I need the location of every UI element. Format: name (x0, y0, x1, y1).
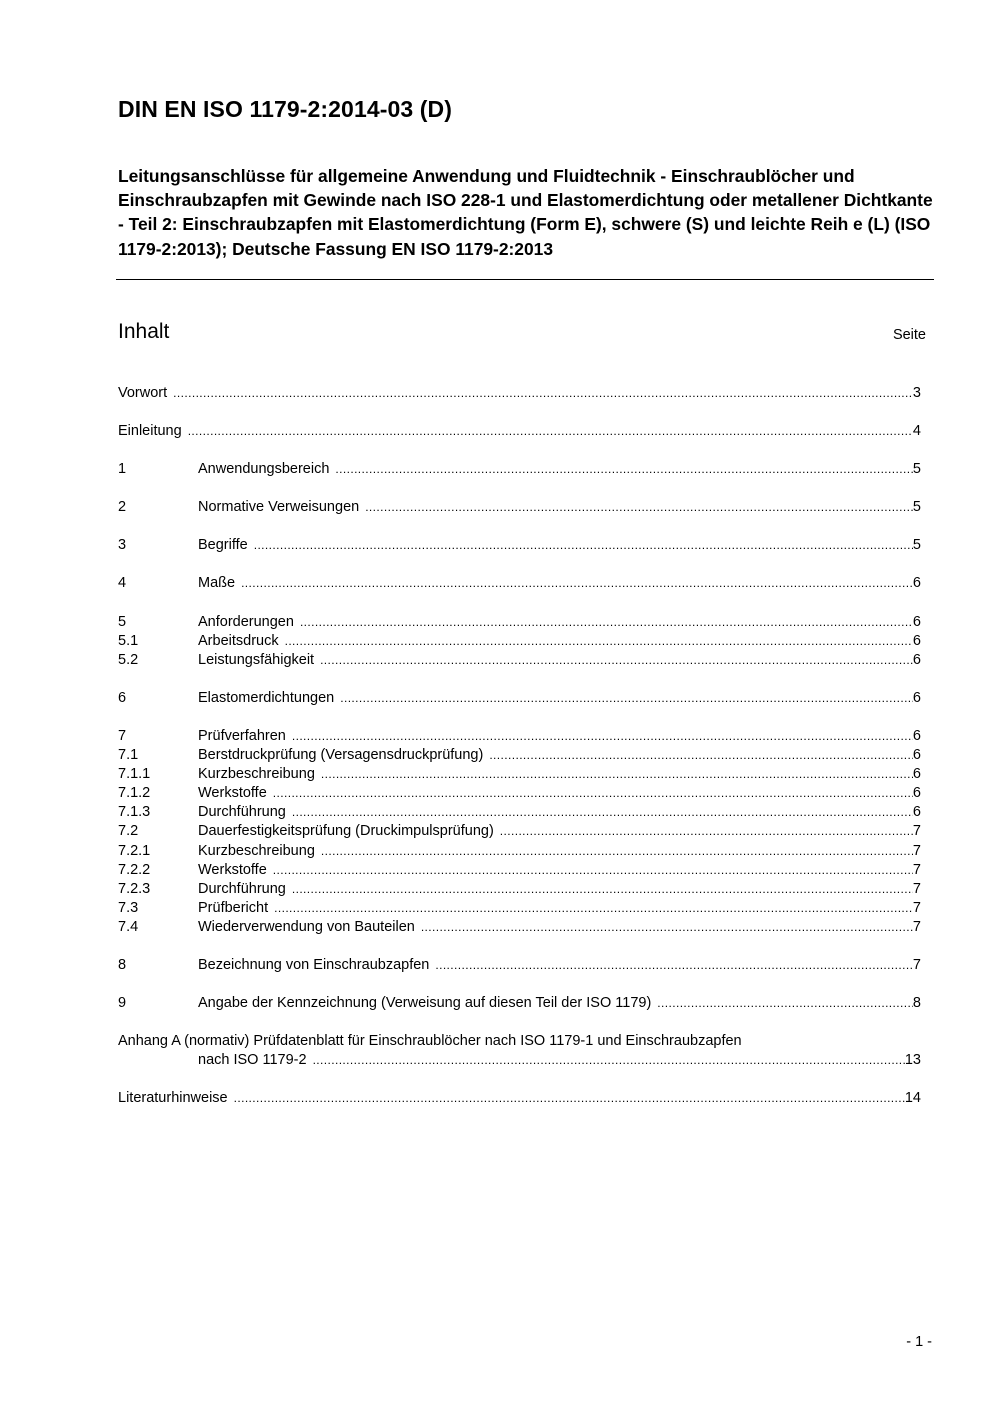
toc-entry-number: 4 (118, 575, 127, 592)
toc-entry-number: 7.1.2 (118, 785, 151, 802)
toc-leader (188, 422, 913, 441)
toc-entry[interactable] (118, 899, 921, 918)
toc-leader (234, 1089, 905, 1108)
document-title: Leitungsanschlüsse für allgemeine Anwendung und Fluidtechnik - Einschraublöcher und Einschraubzapfen mit Gewinde nach ISO 228-1 und Elastomerdichtung oder metallener Dichtkante - Teil 2: Einschraubzapfen mit Elastomerdichtung (Form E), schwere (S) und leichte Reih e (L) (ISO 1179-2:2013); Deutsche Fassung EN ISO 1179-2:2013 (118, 166, 933, 259)
toc-entry[interactable] (118, 803, 921, 822)
toc-entry-page: 7 (912, 842, 921, 859)
toc-leader (321, 765, 913, 784)
toc-entry[interactable] (118, 384, 921, 403)
toc-entry-number: 6 (118, 689, 127, 706)
toc-entry-page: 7 (912, 861, 921, 878)
toc-entry-label: Werkstoffe (198, 785, 267, 802)
toc-annex-label-line2: nach ISO 1179-2 (198, 1052, 307, 1069)
toc-entry-number: 7.2.3 (118, 880, 151, 897)
toc-entry[interactable] (118, 460, 921, 479)
toc-leader (365, 498, 913, 517)
toc-entry-number: 9 (118, 995, 127, 1012)
toc-entry-page: 6 (912, 785, 921, 802)
toc-leader (173, 384, 913, 403)
toc-leader (313, 1051, 905, 1070)
toc-entry-label: Bezeichnung von Einschraubzapfen (198, 956, 430, 973)
toc-leader (254, 536, 913, 555)
toc-entry-page: 6 (912, 804, 921, 821)
toc-entry-label: Prüfbericht (198, 899, 269, 916)
toc-entry-label: Elastomerdichtungen (198, 689, 335, 706)
toc-leader (657, 994, 913, 1013)
toc-entry-page: 6 (912, 632, 921, 649)
toc-entry[interactable] (118, 498, 921, 517)
toc-leader (292, 803, 913, 822)
toc-entry[interactable] (118, 536, 921, 555)
toc-entry-page: 6 (912, 651, 921, 668)
title-divider (116, 279, 934, 280)
toc-entry-page: 6 (912, 727, 921, 744)
toc-entry-page: 4 (912, 423, 921, 440)
toc-entry-number: 3 (118, 537, 127, 554)
toc-entry-label: Einleitung (118, 423, 182, 440)
toc-entry-page: 5 (912, 499, 921, 516)
toc-entry-number: 7.2.2 (118, 861, 151, 878)
toc-entry-page: 6 (912, 613, 921, 630)
toc-entry[interactable] (118, 613, 921, 632)
toc-entry-number: 7 (118, 727, 127, 744)
toc-entry[interactable] (118, 784, 921, 803)
toc-entry-label: Dauerfestigkeitsprüfung (Druckimpulsprüfung) (198, 823, 494, 840)
toc-entry-number: 7.1.3 (118, 804, 151, 821)
toc-entry-page: 6 (912, 766, 921, 783)
toc-heading: Inhalt (118, 320, 170, 343)
toc-entry-label: Kurzbeschreibung (198, 766, 315, 783)
toc-entry-label: Durchführung (198, 804, 286, 821)
page-number: - 1 - (906, 1334, 932, 1350)
toc-leader (285, 632, 913, 651)
toc-leader (292, 880, 913, 899)
toc-entry-number: 7.3 (118, 899, 139, 916)
toc-leader (321, 842, 913, 861)
toc-entry-label: Werkstoffe (198, 861, 267, 878)
toc-entry[interactable] (118, 956, 921, 975)
toc-entry-label: Kurzbeschreibung (198, 842, 315, 859)
toc-entry-page: 8 (912, 995, 921, 1012)
toc-leader (300, 613, 913, 632)
toc-entry-page: 5 (912, 461, 921, 478)
toc-leader (241, 574, 913, 593)
toc-leader (489, 746, 913, 765)
toc-entry-number: 8 (118, 956, 127, 973)
toc-entry-page: 7 (912, 823, 921, 840)
toc-leader (500, 822, 913, 841)
toc-entry-page: 7 (912, 918, 921, 935)
toc-entry-page: 7 (912, 956, 921, 973)
toc-entry-label: Literaturhinweise (118, 1090, 228, 1107)
toc-leader (320, 651, 913, 670)
toc-entry[interactable] (118, 842, 921, 861)
toc-entry[interactable] (118, 574, 921, 593)
toc-entry-page: 13 (904, 1052, 921, 1069)
toc-leader (421, 918, 913, 937)
toc-entry-number: 7.4 (118, 918, 139, 935)
toc-entry-number: 5 (118, 613, 127, 630)
toc-entry-number: 5.1 (118, 632, 139, 649)
toc-entry-page: 7 (912, 880, 921, 897)
toc-entry-number: 1 (118, 461, 127, 478)
toc-entry[interactable] (118, 861, 921, 880)
toc-entry[interactable] (118, 651, 921, 670)
toc-entry-page: 6 (912, 575, 921, 592)
toc-entry-label: Arbeitsdruck (198, 632, 279, 649)
toc-entry-page: 6 (912, 689, 921, 706)
toc-entry-page: 7 (912, 899, 921, 916)
toc-entry-page: 6 (912, 747, 921, 764)
toc-entry[interactable] (118, 880, 921, 899)
toc-entry-page: 3 (912, 385, 921, 401)
toc-annex-entry[interactable] (118, 1032, 921, 1051)
toc-entry[interactable] (118, 994, 921, 1013)
toc-entry-label: Wiederverwendung von Bauteilen (198, 918, 415, 935)
toc-entry-number: 7.1.1 (118, 766, 151, 783)
toc-entry[interactable] (118, 727, 921, 746)
toc-entry-label: Maße (198, 575, 236, 592)
toc-entry[interactable] (118, 1089, 921, 1108)
document-id: DIN EN ISO 1179-2:2014-03 (D) (118, 96, 452, 122)
toc-entry-number: 5.2 (118, 651, 139, 668)
toc-annex-entry-continued[interactable] (118, 1051, 921, 1070)
toc-entry[interactable] (118, 422, 921, 441)
toc-entry-label: Anwendungsbereich (198, 461, 330, 478)
table-of-contents (118, 384, 921, 1108)
toc-entry-number: 7.1 (118, 747, 139, 764)
toc-leader (335, 460, 913, 479)
toc-entry-number: 7.2.1 (118, 842, 151, 859)
toc-entry[interactable] (118, 689, 921, 708)
toc-entry-number: 2 (118, 499, 127, 516)
toc-entry[interactable] (118, 746, 921, 765)
toc-leader (340, 689, 913, 708)
toc-leader (435, 956, 913, 975)
toc-entry-number: 7.2 (118, 823, 139, 840)
toc-entry[interactable] (118, 918, 921, 937)
toc-entry-label: Leistungsfähigkeit (198, 651, 315, 668)
toc-leader (274, 899, 913, 918)
toc-entry-label: Berstdruckprüfung (Versagensdruckprüfung) (198, 747, 484, 764)
toc-leader (273, 861, 913, 880)
toc-entry[interactable] (118, 822, 921, 841)
toc-entry-label: Begriffe (198, 537, 248, 554)
toc-entry-label: Vorwort (118, 385, 168, 401)
toc-leader (292, 727, 913, 746)
toc-entry-label: Angabe der Kennzeichnung (Verweisung auf diesen Teil der ISO 1179) (198, 995, 652, 1012)
toc-page-column-label: Seite (892, 327, 926, 343)
toc-entry-label: Anforderungen (198, 613, 294, 630)
toc-entry-label: Durchführung (198, 880, 286, 897)
toc-annex-label-line1: Anhang A (normativ) Prüfdatenblatt für Einschraublöcher nach ISO 1179-1 und Einschraubzapfen (118, 1033, 742, 1050)
toc-entry[interactable] (118, 765, 921, 784)
toc-entry-label: Normative Verweisungen (198, 499, 360, 516)
toc-entry-page: 5 (912, 537, 921, 554)
toc-entry[interactable] (118, 632, 921, 651)
toc-leader (273, 784, 913, 803)
toc-entry-label: Prüfverfahren (198, 727, 286, 744)
toc-entry-page: 14 (904, 1090, 921, 1107)
